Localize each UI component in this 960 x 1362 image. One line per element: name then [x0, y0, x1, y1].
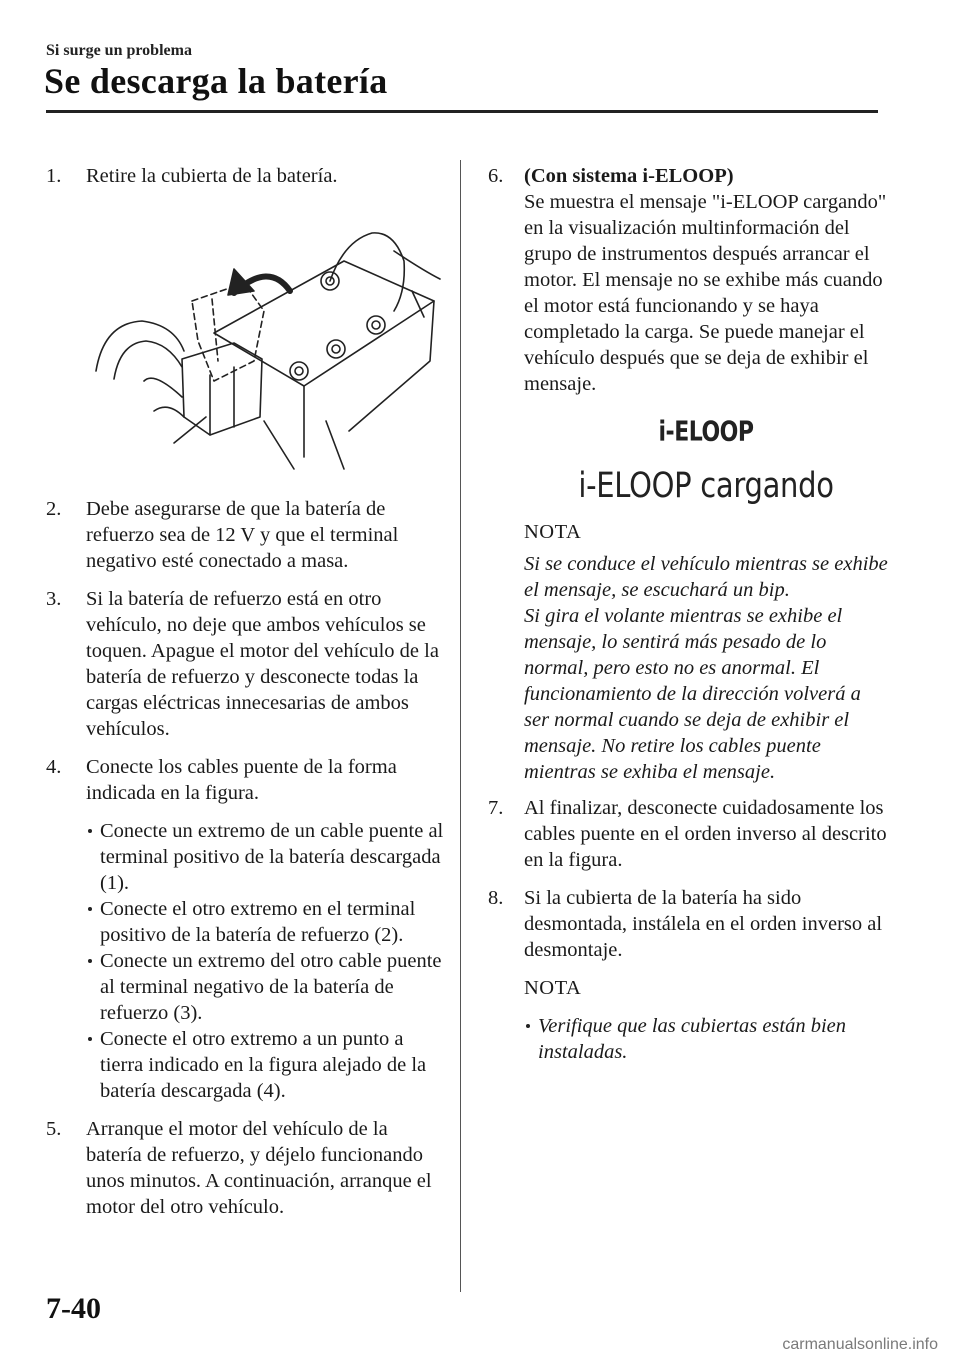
note-text: Si gira el volante mientras se exhibe el mensaje, lo sentirá más pesado de lo normal, pero esto no es anormal. El funcionamiento de la dirección volverá a ser normal cuando se deja de exhibir el mensaje. No retire los cables puente mientras se exhiba el mensaje.	[524, 605, 861, 783]
step-heading: (Con sistema i-ELOOP)	[524, 165, 734, 187]
step-4	[46, 754, 446, 806]
list-item: Conecte el otro extremo a un punto a tierra indicado en la figura alejado de la batería descargada (4).	[86, 1026, 446, 1104]
step-number: 8.	[488, 887, 504, 909]
title-rule	[46, 110, 878, 113]
list-item: Conecte un extremo del otro cable puente al terminal negativo de la batería de refuerzo (3).	[86, 948, 446, 1026]
step-number: 4.	[46, 756, 62, 778]
battery-cover-illustration	[94, 221, 444, 471]
step-number: 7.	[488, 797, 504, 819]
note-block	[524, 975, 888, 1065]
step-text: Al finalizar, desconecte cuidadosamente los cables puente en el orden inverso al descrito en la figura.	[524, 797, 887, 871]
left-column	[46, 163, 446, 1232]
right-column	[488, 163, 888, 1075]
note-block	[524, 519, 888, 785]
step-number: 5.	[46, 1118, 62, 1140]
display-message: i-ELOOP cargando	[578, 464, 834, 506]
list-item: Verifique que las cubiertas están bien instaladas.	[524, 1013, 888, 1065]
page-number: 7-40	[46, 1292, 101, 1325]
note-text: Si se conduce el vehículo mientras se exhibe el mensaje, se escuchará un bip.	[524, 553, 888, 601]
step-1	[46, 163, 446, 189]
page-title: Se descarga la batería	[44, 61, 388, 101]
step-number: 3.	[46, 588, 62, 610]
list-item: Conecte el otro extremo en el terminal positivo de la batería de refuerzo (2).	[86, 896, 446, 948]
step-6	[488, 163, 888, 397]
i-eloop-logo: i-ELOOP	[658, 416, 754, 448]
step-text: Conecte los cables puente de la forma indicada en la figura.	[86, 756, 397, 804]
section-label: Si surge un problema	[46, 42, 192, 59]
step-number: 2.	[46, 498, 62, 520]
step-number: 6.	[488, 165, 504, 187]
step-text: Si la cubierta de la batería ha sido desmontada, instálela en el orden inverso al desmontaje.	[524, 887, 883, 961]
step-3	[46, 586, 446, 742]
note-label: NOTA	[524, 521, 582, 543]
note-label: NOTA	[524, 977, 582, 999]
step-number: 1.	[46, 165, 62, 187]
step-text: Se muestra el mensaje "i-ELOOP cargando" en la visualización multinformación del grupo de instrumentos después arrancar el motor. El mensaje no se exhibe más cuando el motor está funcionando y se haya completado la carga. Se puede manejar el vehículo después que se deja de exhibir el mensaje.	[524, 191, 887, 395]
step-text: Debe asegurarse de que la batería de refuerzo sea de 12 V y que el terminal negativo esté conectado a masa.	[86, 498, 399, 572]
list-item: Conecte un extremo de un cable puente al terminal positivo de la batería descargada (1).	[86, 818, 446, 896]
step-8	[488, 885, 888, 963]
watermark: carmanualsonline.info	[782, 1336, 938, 1353]
column-divider	[460, 160, 461, 1292]
step-text: Retire la cubierta de la batería.	[86, 165, 338, 187]
step-text: Arranque el motor del vehículo de la batería de refuerzo, y déjelo funcionando unos minutos. A continuación, arranque el motor del otro vehículo.	[86, 1118, 432, 1218]
step-5	[46, 1116, 446, 1220]
step-text: Si la batería de refuerzo está en otro vehículo, no deje que ambos vehículos se toquen. Apague el motor del vehículo de la batería de refuerzo y desconecte todas la cargas eléctricas innecesarias de ambos vehículos.	[86, 588, 439, 740]
step-7	[488, 795, 888, 873]
step-2	[46, 496, 446, 574]
multi-information-display	[524, 416, 888, 506]
